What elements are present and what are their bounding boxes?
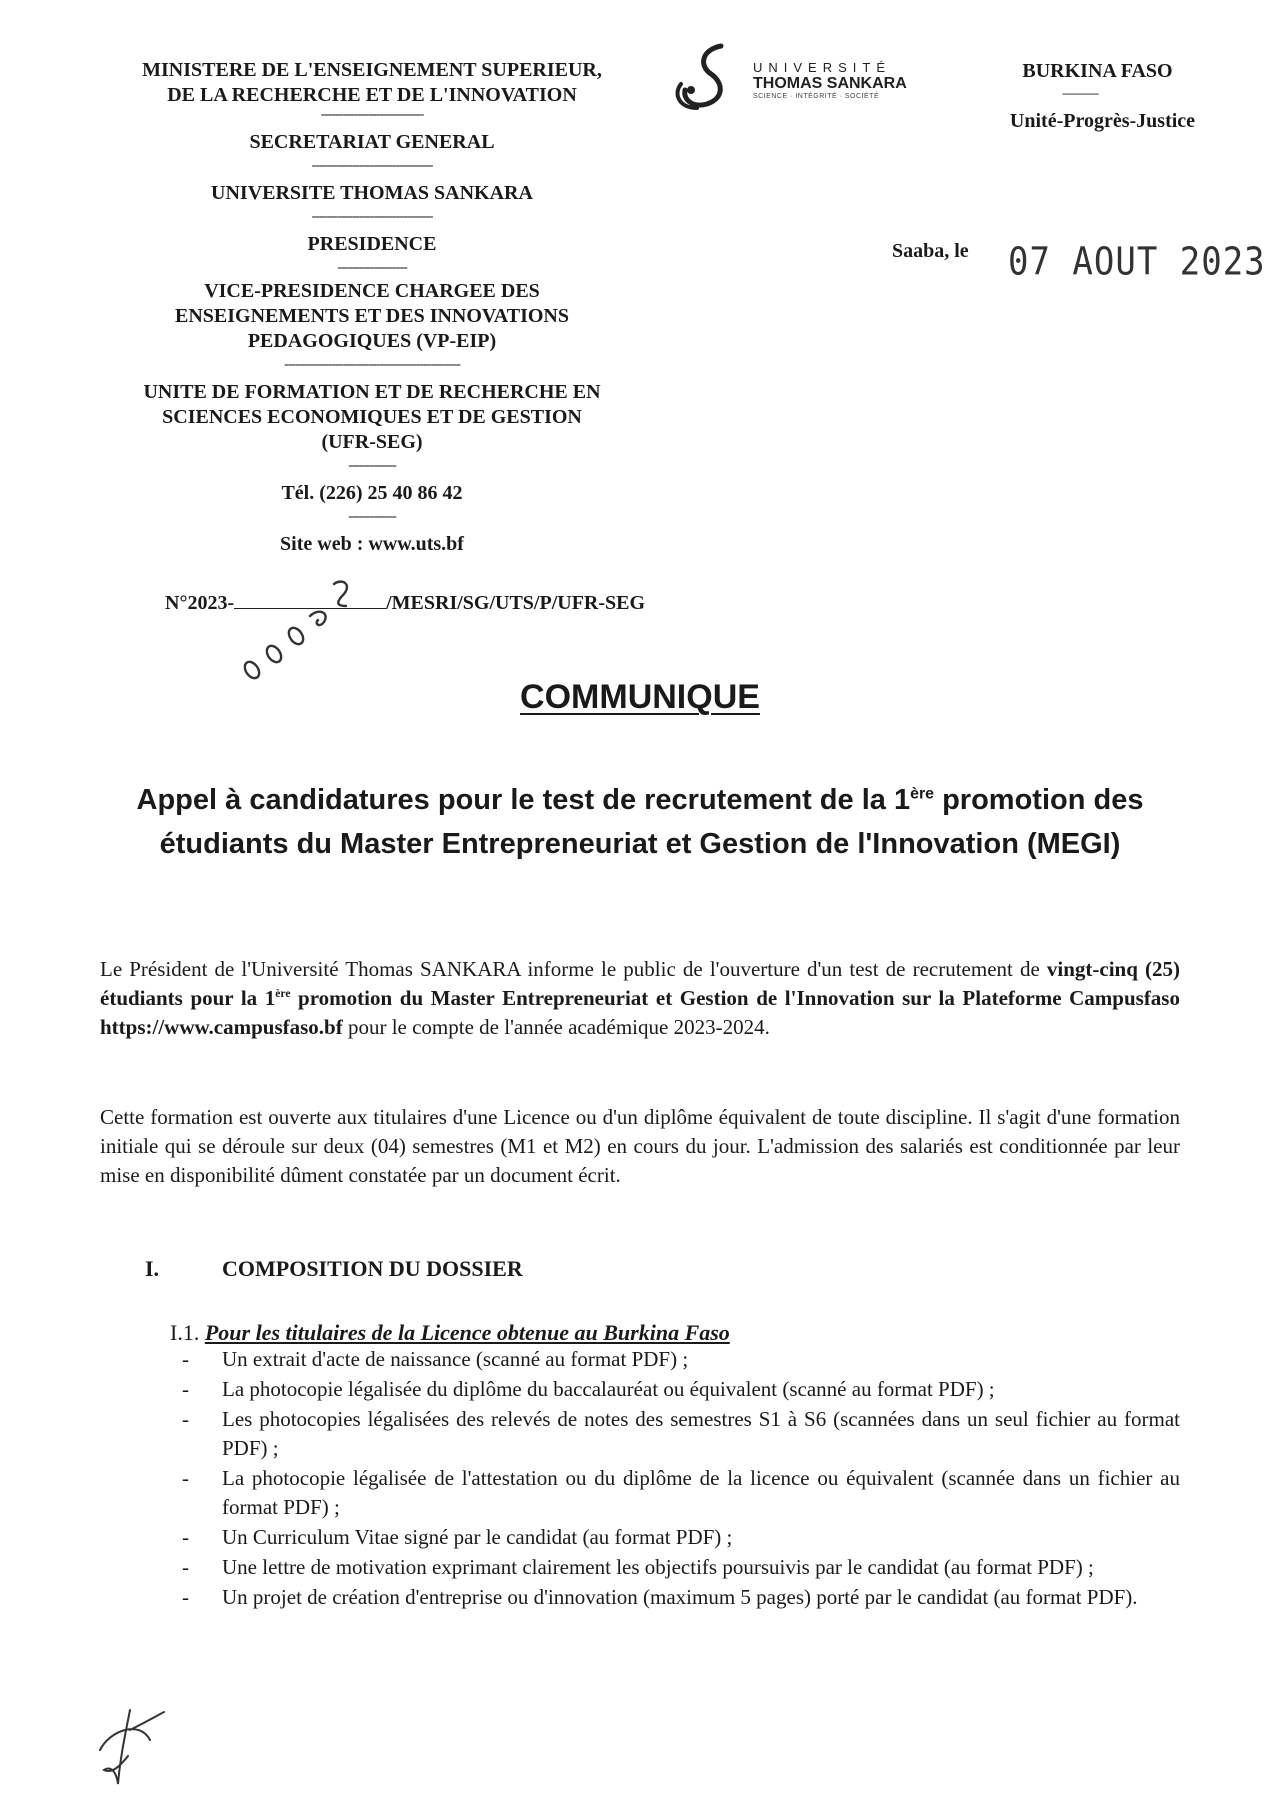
ufr-line-1: UNITE DE FORMATION ET DE RECHERCHE EN [143, 381, 601, 403]
list-item: - Un projet de création d'entreprise ou d'innovation (maximum 5 pages) porté par le candidat (au format PDF). [178, 1583, 1180, 1612]
list-item: - Une lettre de motivation exprimant clairement les objectifs poursuivis par le candidat (au format PDF) ; [178, 1553, 1180, 1582]
handwritten-initial [90, 1700, 170, 1790]
logo-emblem-icon [671, 40, 749, 112]
list-item: - Les photocopies légalisées des relevés de notes des semestres S1 à S6 (scannées dans un seul fichier au format PDF) ; [178, 1405, 1180, 1463]
ministry-line-2: DE LA RECHERCHE ET DE L'INNOVATION [167, 84, 577, 106]
handwritten-reference [238, 578, 368, 688]
ministry-line-1: MINISTERE DE L'ENSEIGNEMENT SUPERIEUR, [142, 59, 602, 81]
presidence-label: PRESIDENCE [307, 233, 437, 255]
section-number: I. [145, 1256, 160, 1281]
country-name: BURKINA FASO [1022, 60, 1173, 82]
ufr-line-3: (UFR-SEG) [321, 431, 423, 453]
logo-tagline: SCIENCE · INTÉGRITÉ · SOCIÉTÉ [753, 93, 880, 100]
subsection-number: I.1. [170, 1320, 200, 1345]
telephone: Tél. (226) 25 40 86 42 [281, 482, 463, 504]
reference-suffix: /MESRI/SG/UTS/P/UFR-SEG [386, 592, 646, 614]
intro-bold-2: promotion du Master Entrepreneuriat et Gestion de l'Innovation sur la Plateforme Campusfaso https://www.campusfaso.bf [100, 986, 1180, 1039]
date-stamp: 07 AOUT 2023 [1008, 239, 1266, 285]
vp-line-1: VICE-PRESIDENCE CHARGEE DES [204, 280, 540, 302]
intro-bold-1: vingt-cinq (25) étudiants pour la 1 [100, 957, 1181, 1010]
university-logo [663, 40, 953, 120]
document-title-text: COMMUNIQUE [520, 678, 760, 716]
reference-number [165, 592, 645, 615]
list-item: - Un Curriculum Vitae signé par le candidat (au format PDF) ; [178, 1523, 1180, 1552]
subtitle-superscript: ère [910, 785, 935, 803]
signature-mark [90, 1700, 170, 1790]
ufr-line-2: SCIENCES ECONOMIQUES ET DE GESTION [162, 406, 582, 428]
intro-text: Le Président de l'Université Thomas SANKARA informe le public de l'ouverture d'un test de recrutement de [100, 957, 1047, 981]
ministry-header [108, 58, 636, 557]
document-title [0, 678, 1280, 717]
intro-outro: pour le compte de l'année académique 2023-2024. [342, 1015, 770, 1039]
divider: ---------------------------- [320, 107, 424, 122]
website: Site web : www.uts.bf [280, 533, 464, 555]
section-title: COMPOSITION DU DOSSIER [222, 1256, 523, 1281]
list-item: - La photocopie légalisée du diplôme du baccalauréat ou équivalent (scanné au format PDF) ; [178, 1375, 1180, 1404]
logo-university-name: THOMAS SANKARA [753, 75, 907, 92]
handwritten-number-mark [238, 578, 368, 688]
date-prefix: Saaba, le [892, 240, 969, 262]
list-item: - La photocopie légalisée de l'attestation ou du diplôme de la licence ou équivalent (scannée dans un fichier au format PDF) ; [178, 1464, 1180, 1522]
vp-line-3: PEDAGOGIQUES (VP-EIP) [247, 330, 497, 352]
intro-paragraph [100, 955, 1180, 1042]
logo-text [753, 60, 953, 100]
divider: ------------ [1062, 86, 1098, 100]
university-label: UNIVERSITE THOMAS SANKARA [211, 182, 533, 204]
reference-prefix: N°2023- [165, 592, 235, 614]
divider: --------------------------------- [311, 158, 433, 173]
divider: ------------- [348, 509, 396, 524]
divider: ------------------------------------------------ [284, 357, 460, 372]
logo-university-word: UNIVERSITÉ [753, 60, 892, 75]
divider: --------------------------------- [311, 209, 433, 224]
vp-line-2: ENSEIGNEMENTS ET DES INNOVATIONS [174, 305, 569, 327]
subtitle-line-1: Appel à candidatures pour le test de recrutement de la 1 [136, 784, 911, 816]
eligibility-paragraph: Cette formation est ouverte aux titulaires d'une Licence ou d'un diplôme équivalent de toute discipline. Il s'agit d'une formation initiale qui se déroule sur deux (04) semestres (M1 et M2) en cours du jour. L'admission des salariés est conditionnée par leur mise en disponibilité dûment constatée par un document écrit. [100, 1105, 1180, 1187]
country-motto: Unité-Progrès-Justice [1009, 110, 1196, 132]
subsection-heading [170, 1320, 730, 1346]
document-subtitle [110, 778, 1170, 866]
divider: ------------- [348, 458, 396, 473]
secretariat-label: SECRETARIAT GENERAL [249, 131, 495, 153]
list-item: - Un extrait d'acte de naissance (scanné au format PDF) ; [178, 1345, 1180, 1374]
subsection-title: Pour les titulaires de la Licence obtenue au Burkina Faso [204, 1320, 730, 1345]
requirements-list [178, 1345, 1180, 1613]
intro-bold-superscript: ère [275, 988, 291, 1000]
divider: ------------------- [337, 260, 407, 275]
subtitle-line-2: promotion des étudiants du Master Entrepreneuriat et Gestion de l'Innovation (MEGI) [159, 784, 1144, 860]
